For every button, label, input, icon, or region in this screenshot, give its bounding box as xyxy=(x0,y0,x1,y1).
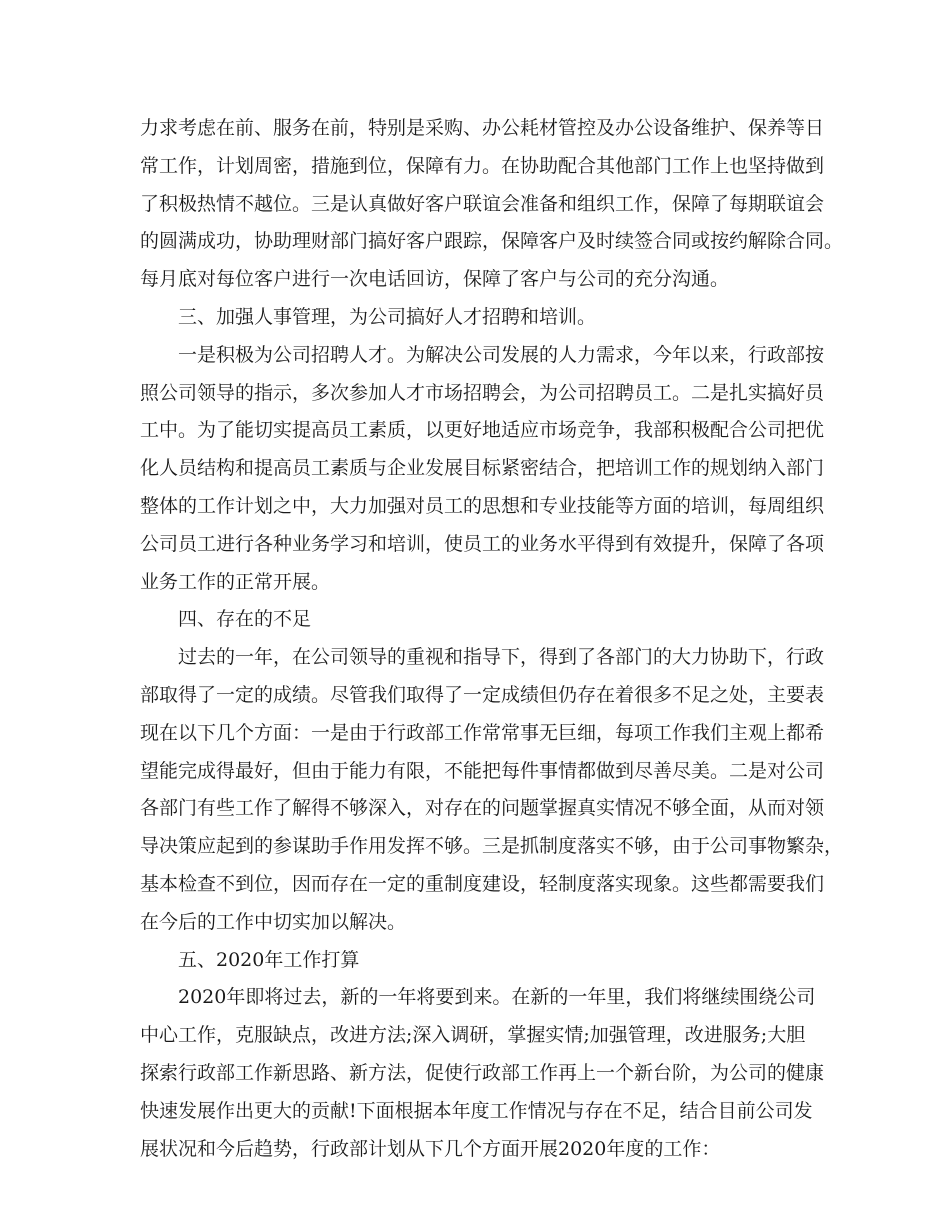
text-line: 过去的一年，在公司领导的重视和指导下，得到了各部门的大力协助下，行政 xyxy=(178,646,825,669)
text-line: 探索行政部工作新思路、新方法，促使行政部工作再上一个新台阶，为公司的健康 xyxy=(140,1061,825,1084)
document-body xyxy=(140,110,844,1168)
text-line: 快速发展作出更大的贡献!下面根据本年度工作情况与存在不足，结合目前公司发 xyxy=(140,1099,813,1122)
text-line: 望能完成得最好，但由于能力有限，不能把每件事情都做到尽善尽美。二是对公司 xyxy=(140,759,825,782)
text-line: 力求考虑在前、服务在前，特别是采购、办公耗材管控及办公设备维护、保养等日 xyxy=(140,117,825,139)
text-line: 中心工作，克服缺点，改进方法;深入调研，掌握实情;加强管理，改进服务;大胆 xyxy=(140,1024,806,1047)
text-line: 基本检查不到位，因而存在一定的重制度建设，轻制度落实现象。这些都需要我们 xyxy=(140,872,825,895)
text-line: 四、存在的不足 xyxy=(178,608,312,631)
text-line: 部取得了一定的成绩。尽管我们取得了一定成绩但仍存在着很多不足之处，主要表 xyxy=(140,683,825,706)
text-line: 五、2020年工作打算 xyxy=(178,948,360,971)
text-line: 照公司领导的指示，多次参加人才市场招聘会，为公司招聘员工。二是扎实搞好员 xyxy=(140,381,825,404)
text-line: 现在以下几个方面：一是由于行政部工作常常事无巨细，每项工作我们主观上都希 xyxy=(140,721,825,744)
text-line: 展状况和今后趋势，行政部计划从下几个方面开展2020年度的工作： xyxy=(140,1137,721,1160)
text-line: 业务工作的正常开展。 xyxy=(140,570,331,593)
text-line: 公司员工进行各种业务学习和培训，使员工的业务水平得到有效提升，保障了各项 xyxy=(140,532,825,555)
text-line: 在今后的工作中切实加以解决。 xyxy=(140,910,407,933)
text-line: 各部门有些工作了解得不够深入，对存在的问题掌握真实情况不够全面，从而对领 xyxy=(140,797,825,820)
text-line: 一是积极为公司招聘人才。为解决公司发展的人力需求，今年以来，行政部按 xyxy=(178,343,825,366)
text-line: 2020年即将过去，新的一年将要到来。在新的一年里，我们将继续围绕公司 xyxy=(178,986,816,1009)
text-line: 整体的工作计划之中，大力加强对员工的思想和专业技能等方面的培训，每周组织 xyxy=(140,494,825,517)
text-line: 工中。为了能切实提高员工素质，以更好地适应市场竞争，我部积极配合公司把优 xyxy=(140,419,825,442)
text-line: 三、加强人事管理，为公司搞好人才招聘和培训。 xyxy=(178,305,597,328)
text-line: 导决策应起到的参谋助手作用发挥不够。三是抓制度落实不够，由于公司事物繁杂， xyxy=(140,835,844,858)
text-line: 的圆满成功，协助理财部门搞好客户跟踪，保障客户及时续签合同或按约解除合同。 xyxy=(140,230,844,253)
text-line: 常工作，计划周密，措施到位，保障有力。在协助配合其他部门工作上也坚持做到 xyxy=(140,154,825,177)
text-line: 每月底对每位客户进行一次电话回访，保障了客户与公司的充分沟通。 xyxy=(140,268,730,291)
text-line: 化人员结构和提高员工素质与企业发展目标紧密结合，把培训工作的规划纳入部门 xyxy=(140,457,825,480)
text-line: 了积极热情不越位。三是认真做好客户联谊会准备和组织工作，保障了每期联谊会 xyxy=(140,192,825,215)
